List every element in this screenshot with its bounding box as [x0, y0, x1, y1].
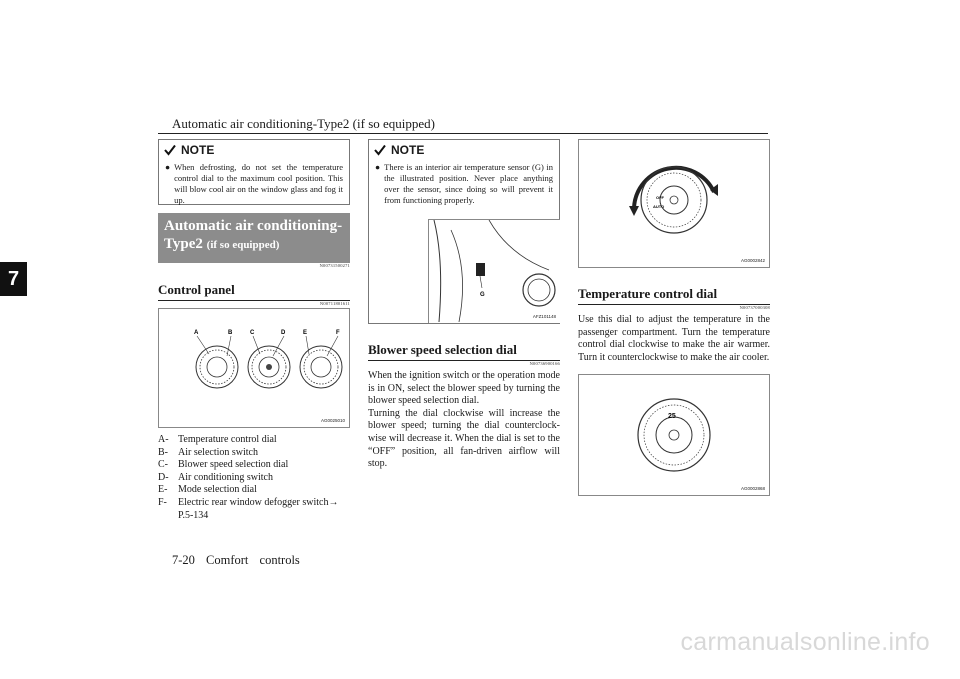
blower-heading: Blower speed selection dial [368, 342, 560, 361]
note-check-icon [164, 144, 176, 156]
blower-code: N00736900166 [529, 361, 560, 366]
control-panel-legend [158, 434, 350, 522]
legend-key: B- [158, 446, 168, 458]
note-box-defrost [158, 139, 350, 205]
callout-e: E [303, 330, 308, 336]
legend-item [158, 497, 350, 510]
chapter-tab: 7 [0, 262, 27, 296]
legend-text: Air conditioning switch [178, 471, 273, 483]
callout-c: C [250, 330, 255, 336]
dial-off-label: OFF [656, 195, 664, 200]
legend-key: C- [158, 459, 168, 471]
watermark: carmanualsonline.info [680, 628, 930, 656]
column-left [158, 139, 350, 522]
callout-b: B [228, 330, 233, 336]
figure-code: AFZ101148 [532, 314, 556, 319]
blower-paragraph-1: When the ignition switch or the operation mode is in ON, select the blower speed by turning the blower speed selection dial. [368, 370, 560, 407]
bullet-icon: ● [165, 162, 171, 172]
footer-section: Comfort controls [206, 553, 300, 567]
control-panel-heading: Control panel [158, 282, 350, 301]
page-number: 7-20 [172, 553, 195, 567]
column-right [578, 139, 770, 496]
legend-key: F- [158, 496, 167, 508]
dial-auto-label: AUTO [653, 204, 665, 209]
page-footer [172, 553, 300, 568]
callout-d: D [281, 330, 286, 336]
temperature-dial-figure [578, 139, 770, 268]
sensor-figure [428, 219, 560, 323]
column-middle [368, 139, 560, 471]
temperature-paragraph: Use this dial to adjust the temperature in the passenger compartment. Turn the temperature control dial clockwise to make the air warmer. Turn it counterclockwise to make the air cooler. [578, 314, 770, 363]
temperature-dial-illustration [579, 140, 769, 267]
legend-text: Air selection switch [178, 446, 258, 458]
dial-temp-label: 25 [668, 413, 676, 421]
temperature-code: N00737000308 [739, 305, 770, 310]
note-label: NOTE [391, 143, 425, 157]
sensor-illustration [429, 220, 559, 322]
figure-code: AG0002842 [740, 258, 765, 263]
section-heading [158, 213, 350, 263]
legend-text: Temperature control dial [178, 434, 277, 445]
legend-item [158, 484, 350, 497]
section-code: N00731500271 [319, 263, 350, 268]
temperature-heading: Temperature control dial [578, 286, 770, 305]
temperature-dial-figure-2 [578, 374, 770, 496]
callout-a: A [194, 330, 199, 336]
note-text: There is an interior air temperature sensor (G) in the illustrated position. Never place anything over the sensor, since doing so will prevent it from functioning properly. [384, 162, 553, 205]
note-check-icon [374, 144, 386, 156]
page-reference[interactable]: P.5-134 [178, 509, 209, 521]
control-panel-code: N00711801611 [319, 301, 350, 306]
legend-text: Mode selection dial [178, 484, 257, 496]
note-box-sensor [368, 139, 560, 324]
legend-item-ref [158, 510, 350, 523]
figure-code: AG0002868 [740, 486, 765, 492]
figure-code: AG0025010 [320, 418, 345, 423]
section-heading-main: Automatic air conditioning-Type2 [164, 218, 343, 252]
legend-key: A- [158, 434, 169, 445]
note-header [369, 140, 559, 160]
legend-item [158, 434, 350, 447]
legend-text: Blower speed selection dial [178, 459, 289, 471]
callout-f: F [336, 330, 340, 336]
sensor-callout: G [480, 292, 485, 298]
page-header-title: Automatic air conditioning-Type2 (if so equipped) [172, 116, 435, 131]
header-divider [158, 133, 768, 134]
legend-item [158, 459, 350, 472]
note-label: NOTE [181, 143, 215, 157]
note-text: When defrosting, do not set the temperature control dial to the maximum cool position. This will blow cool air on the window glass and fog it up. [174, 162, 343, 205]
note-header [159, 140, 349, 160]
control-panel-figure [158, 308, 350, 428]
control-panel-illustration [159, 309, 349, 427]
legend-text: Electric rear window defogger switch→ [178, 496, 339, 508]
blower-paragraph-2: Turning the dial clockwise will increase the blower speed; turning the dial counterclock-wise will decrease it. When the dial is set to the “OFF” position, all fan-driven airflow will stop. [368, 407, 560, 470]
bullet-icon: ● [375, 162, 381, 172]
legend-item [158, 472, 350, 485]
temperature-dial-illustration-2 [579, 375, 769, 495]
legend-key: E- [158, 484, 168, 496]
legend-key: D- [158, 471, 169, 483]
section-heading-sub: (if so equipped) [206, 239, 280, 251]
legend-item [158, 447, 350, 460]
